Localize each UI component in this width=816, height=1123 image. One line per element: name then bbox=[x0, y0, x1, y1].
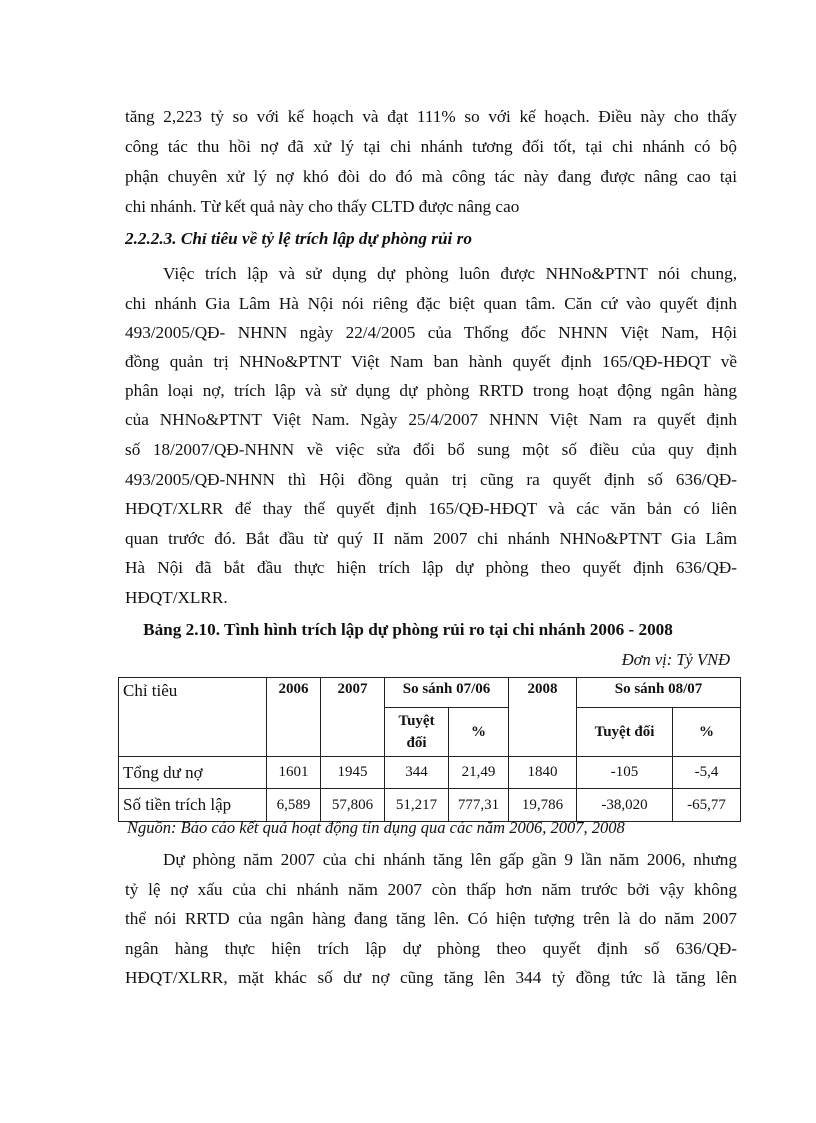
header-absolute-0807: Tuyệt đối bbox=[577, 708, 673, 757]
paragraph-line: tỷ lệ nợ xấu của chi nhánh năm 2007 còn thấp hơn năm trước bởi vậy không bbox=[125, 880, 737, 899]
paragraph-line: 493/2005/QĐ-NHNN thì Hội đồng quản trị cũng ra quyết định số 636/QĐ- bbox=[125, 470, 737, 489]
paragraph-line: HĐQT/XLRR, mặt khác số dư nợ cũng tăng lên 344 tỷ đồng tức là tăng lên bbox=[125, 968, 737, 987]
paragraph-line: Việc trích lập và sử dụng dự phòng luôn được NHNo&PTNT nói chung, bbox=[163, 264, 737, 283]
header-percent-0706: % bbox=[449, 708, 509, 757]
paragraph-line: chi nhánh Gia Lâm Hà Nội nói riêng đặc biệt quan tâm. Căn cứ vào quyết định bbox=[125, 294, 737, 313]
paragraph-line: số 18/2007/QĐ-NHNN về việc sửa đổi bổ sung một số điều của quy định bbox=[125, 440, 737, 459]
section-heading: 2.2.2.3. Chỉ tiêu về tỷ lệ trích lập dự phòng rủi ro bbox=[125, 229, 472, 248]
table-source: Nguồn: Báo cáo kết quả hoạt động tín dụng qua các năm 2006, 2007, 2008 bbox=[127, 818, 625, 837]
cell-pct-0706: 21,49 bbox=[449, 757, 509, 789]
cell-pct-0807: -5,4 bbox=[673, 757, 741, 789]
header-compare-0706: So sánh 07/06 bbox=[385, 678, 509, 708]
header-absolute-0706: Tuyệt đối bbox=[385, 708, 449, 757]
paragraph-line: ngân hàng thực hiện trích lập dự phòng theo quyết định số 636/QĐ- bbox=[125, 939, 737, 958]
paragraph-line: quan trước đó. Bắt đầu từ quý II năm 2007 chi nhánh NHNo&PTNT Gia Lâm bbox=[125, 529, 737, 548]
paragraph-line: chi nhánh. Từ kết quả này cho thấy CLTD được nâng cao bbox=[125, 197, 520, 216]
cell-2008: 19,786 bbox=[509, 789, 577, 822]
paragraph-line: 493/2005/QĐ- NHNN ngày 22/4/2005 của Thống đốc NHNN Việt Nam, Hội bbox=[125, 323, 737, 342]
provision-table bbox=[118, 677, 741, 822]
table-row bbox=[119, 757, 741, 789]
cell-abs-0807: -38,020 bbox=[577, 789, 673, 822]
paragraph-line: thể nói RRTD của ngân hàng đang tăng lên. Có hiện tượng trên là do năm 2007 bbox=[125, 909, 737, 928]
cell-pct-0807: -65,77 bbox=[673, 789, 741, 822]
paragraph-line: tăng 2,223 tỷ so với kế hoạch và đạt 111% so với kế hoạch. Điều này cho thấy bbox=[125, 107, 737, 126]
paragraph-line: phân loại nợ, trích lập và sử dụng dự phòng RRTD trong hoạt động ngân hàng bbox=[125, 381, 737, 400]
cell-2007: 57,806 bbox=[321, 789, 385, 822]
paragraph-line: Dự phòng năm 2007 của chi nhánh tăng lên gấp gần 9 lần năm 2006, nhưng bbox=[163, 850, 737, 869]
cell-abs-0807: -105 bbox=[577, 757, 673, 789]
header-percent-0807: % bbox=[673, 708, 741, 757]
paragraph-line: của NHNo&PTNT Việt Nam. Ngày 25/4/2007 NHNN Việt Nam ra quyết định bbox=[125, 410, 737, 429]
paragraph-line: HĐQT/XLRR. bbox=[125, 588, 228, 607]
row-label: Tổng dư nợ bbox=[119, 757, 267, 789]
table-unit: Đơn vị: Tỷ VNĐ bbox=[621, 650, 730, 669]
row-label: Số tiền trích lập bbox=[119, 789, 267, 822]
cell-2007: 1945 bbox=[321, 757, 385, 789]
cell-abs-0706: 51,217 bbox=[385, 789, 449, 822]
cell-abs-0706: 344 bbox=[385, 757, 449, 789]
cell-2008: 1840 bbox=[509, 757, 577, 789]
paragraph-line: Hà Nội đã bắt đầu thực hiện trích lập dự phòng theo quyết định 636/QĐ- bbox=[125, 558, 737, 577]
header-2008: 2008 bbox=[509, 678, 577, 757]
cell-2006: 1601 bbox=[267, 757, 321, 789]
header-2007: 2007 bbox=[321, 678, 385, 757]
paragraph-line: công tác thu hồi nợ đã xử lý tại chi nhánh tương đối tốt, tại chi nhánh có bộ bbox=[125, 137, 737, 156]
header-indicator: Chỉ tiêu bbox=[119, 678, 267, 757]
paragraph-line: phận chuyên xử lý nợ khó đòi do đó mà công tác này đang được nâng cao tại bbox=[125, 167, 737, 186]
header-2006: 2006 bbox=[267, 678, 321, 757]
cell-pct-0706: 777,31 bbox=[449, 789, 509, 822]
paragraph-line: đồng quản trị NHNo&PTNT Việt Nam ban hành quyết định 165/QĐ-HĐQT về bbox=[125, 352, 737, 371]
header-compare-0807: So sánh 08/07 bbox=[577, 678, 741, 708]
paragraph-line: HĐQT/XLRR để thay thế quyết định 165/QĐ-HĐQT và các văn bản có liên bbox=[125, 499, 737, 518]
table-caption: Bảng 2.10. Tình hình trích lập dự phòng rủi ro tại chi nhánh 2006 - 2008 bbox=[143, 620, 673, 639]
table-header-row bbox=[119, 678, 741, 708]
table-row bbox=[119, 789, 741, 822]
cell-2006: 6,589 bbox=[267, 789, 321, 822]
